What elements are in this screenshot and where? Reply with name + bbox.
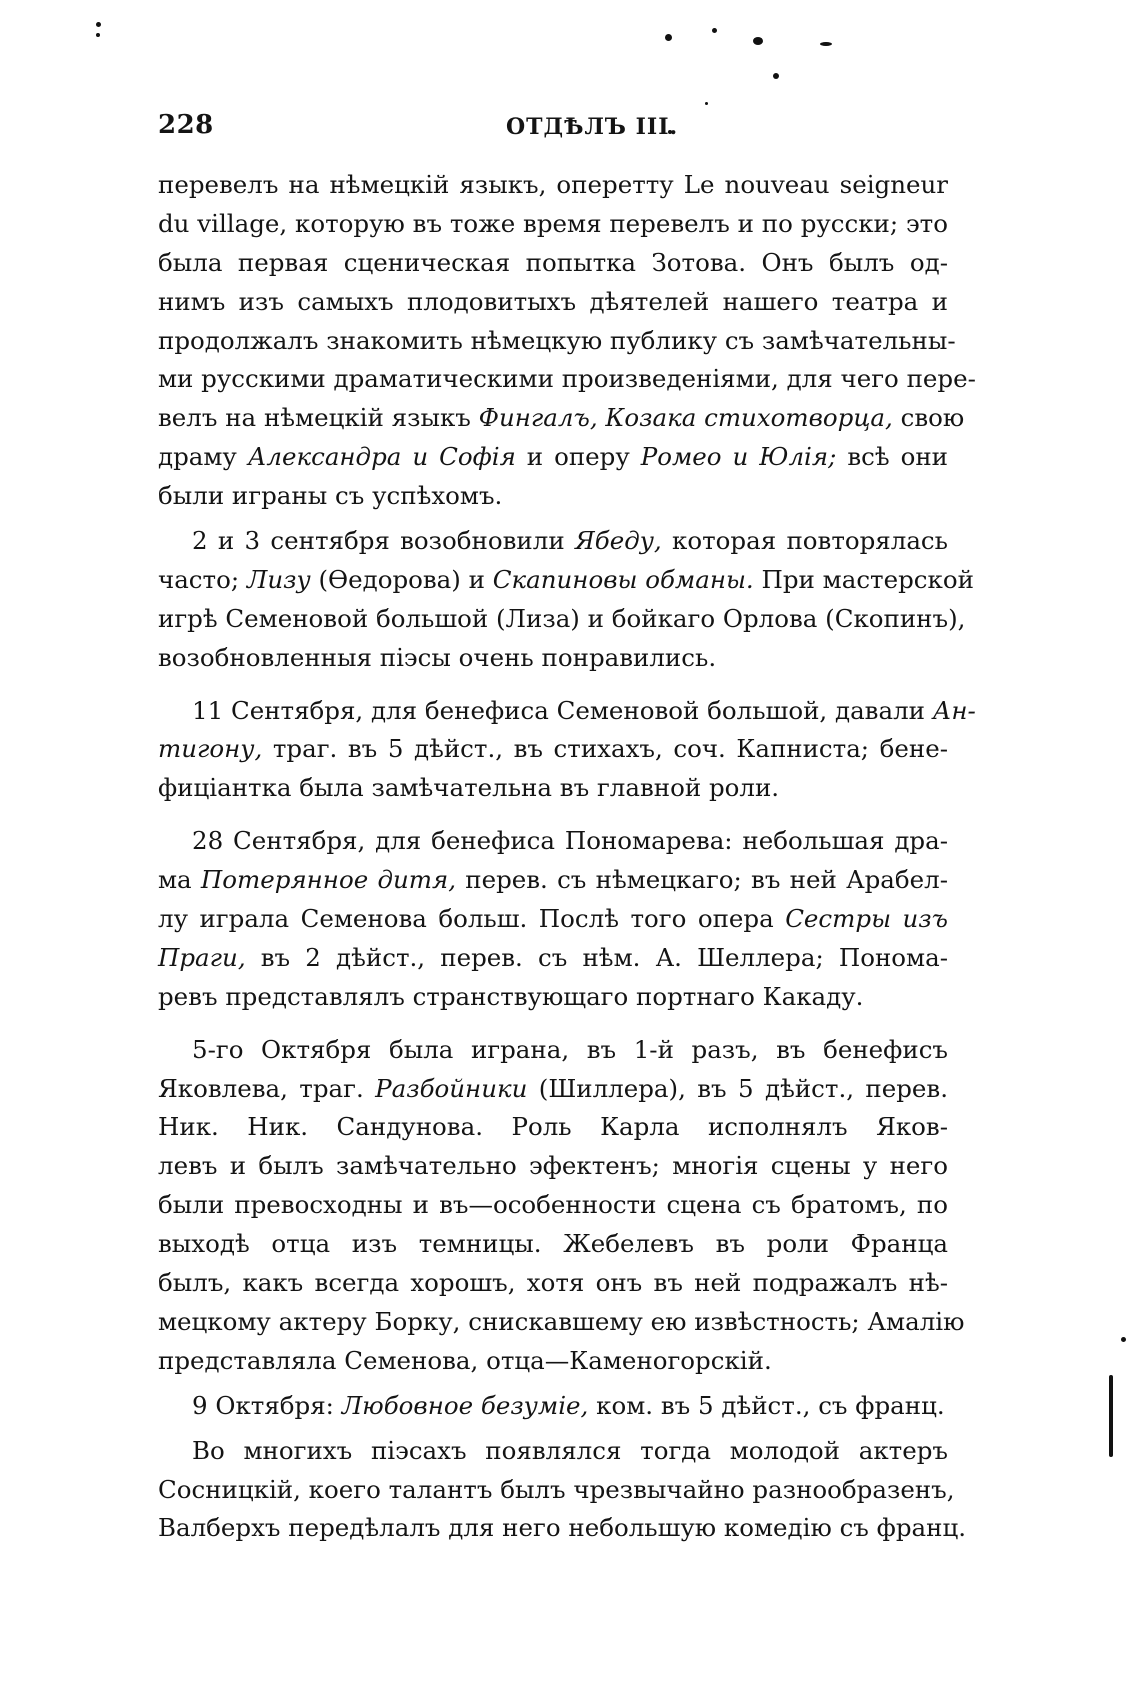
work-title: Александра и Софія — [247, 442, 516, 472]
paragraph-3 — [158, 692, 976, 809]
text-line: игрѣ Семеновой большой (Лиза) и бойкаго Орлова (Скопинъ), — [158, 603, 966, 633]
text-line — [158, 522, 948, 561]
paragraph-7 — [158, 1432, 967, 1549]
text-run: въ 2 дѣйст., перев. съ нѣм. А. Шеллера; Пономa- — [245, 942, 948, 972]
text-line — [158, 861, 948, 900]
paragraph-5 — [158, 1031, 965, 1381]
scan-speck — [96, 22, 101, 27]
work-title: Ромео и Юлія; — [640, 442, 837, 472]
page-header — [158, 110, 948, 150]
scan-speck — [753, 37, 763, 45]
text-line — [158, 1387, 948, 1426]
text-line: выходѣ отца изъ темницы. Жебелевъ въ роли Франца — [158, 1229, 948, 1259]
text-run: лу играла Семенова больш. Послѣ того опера — [158, 904, 786, 934]
work-title: Фингалъ, Козака стихотворца, — [478, 403, 893, 433]
text-line — [158, 900, 948, 939]
scan-speck — [705, 102, 708, 105]
scan-speck — [712, 28, 717, 33]
text-line: продолжалъ знакомить нѣмецкую публику съ замѣчательны- — [158, 325, 956, 355]
text-line: 28 Сентября, для бенефиса Пономарева: небольшая дра- — [192, 826, 948, 856]
paragraph-1 — [158, 166, 976, 516]
text-run: которая повторялась — [661, 526, 948, 556]
text-line: Сосницкій, коего талантъ былъ чрезвычайно разнообразенъ, — [158, 1474, 955, 1504]
text-line: Валберхъ передѣлалъ для него небольшую комедію съ франц. — [158, 1513, 967, 1543]
text-line: представляла Семенова, отца—Каменогорскій. — [158, 1345, 772, 1375]
text-line: ми русскими драматическими произведеніями, для чего пере- — [158, 364, 976, 394]
text-line: были играны съ успѣхомъ. — [158, 481, 503, 511]
text-run: При мастерской — [753, 564, 974, 594]
text-run: траг. въ 5 дѣйст., въ стихахъ, соч. Капниста; бене- — [262, 734, 948, 764]
text-run: (Шиллера), въ 5 дѣйст., перев. — [527, 1073, 948, 1103]
text-run: 2 и 3 сентября возобновили — [192, 526, 575, 556]
text-line — [158, 561, 974, 600]
text-line: ревъ представлялъ странствующаго портнаго Какаду. — [158, 981, 864, 1011]
scan-speck — [665, 34, 672, 41]
scan-speck — [1121, 1337, 1126, 1342]
text-line: левъ и былъ замѣчательно эфектенъ; многія сцены у него — [158, 1151, 948, 1181]
text-run: ма — [158, 865, 201, 895]
paragraph-4 — [158, 822, 948, 1016]
text-run: свою — [892, 403, 965, 433]
text-line — [158, 939, 948, 978]
text-line: du village, которую въ тоже время перевелъ и по русски; это — [158, 208, 948, 238]
text-line: фиціантка была замѣчательна въ главной роли. — [158, 773, 780, 803]
paragraph-6 — [158, 1387, 948, 1426]
body-text — [158, 166, 976, 1548]
text-line: перевелъ на нѣмецкій языкъ, оперетту Le nouveau seigneur — [158, 170, 948, 199]
text-line: были превосходны и въ—особенности сцена съ братомъ, по — [158, 1190, 948, 1220]
text-line: мецкому актеру Борку, снискавшему ею извѣстность; Амалію — [158, 1306, 965, 1336]
work-title: Ан- — [932, 695, 976, 725]
text-line: была первая сценическая попытка Зотова. Онъ былъ од- — [158, 247, 948, 277]
scan-speck — [773, 73, 779, 79]
running-head: ОТДѢЛЪ III. — [506, 114, 679, 140]
text-run: ком. въ 5 дѣйст., съ франц. — [588, 1390, 945, 1420]
text-run: Яковлева, траг. — [158, 1073, 376, 1103]
work-title: Сестры изъ — [785, 904, 948, 934]
text-line — [158, 730, 948, 769]
work-title: Любовное безуміе, — [341, 1390, 589, 1420]
work-title: Потерянное дитя, — [200, 865, 456, 895]
text-run: перев. съ нѣмецкаго; въ ней Арабел- — [456, 865, 949, 895]
text-run: всѣ они — [836, 442, 948, 472]
scan-speck — [820, 42, 832, 46]
scan-speck — [96, 33, 100, 37]
text-line: нимъ изъ самыхъ плодовитыхъ дѣятелей нашего театра и — [158, 286, 948, 316]
text-line: возобновленныя піэсы очень понравились. — [158, 642, 717, 672]
work-title: тигону, — [158, 734, 263, 764]
text-line — [158, 438, 948, 477]
text-line: 5-го Октября была играна, въ 1-й разъ, въ бенефисъ — [192, 1034, 948, 1064]
work-title: Разбойники — [375, 1073, 528, 1103]
text-line — [158, 692, 976, 731]
text-line: былъ, какъ всегда хорошъ, хотя онъ въ ней подражалъ нѣ- — [158, 1268, 948, 1298]
text-run: 9 Октября: — [192, 1390, 342, 1420]
text-line: Ник. Ник. Сандунова. Роль Карла исполнялъ Яков- — [158, 1112, 948, 1142]
text-run: велъ на нѣмецкій языкъ — [158, 403, 479, 433]
text-run: (Ѳедорова) и — [310, 564, 493, 594]
paragraph-2 — [158, 522, 974, 678]
work-title: Лизу — [246, 564, 311, 594]
text-line — [158, 399, 965, 438]
text-run: драму — [158, 442, 248, 472]
work-title: Праги, — [158, 942, 246, 972]
text-run: часто; — [158, 564, 247, 594]
text-run: и оперу — [515, 442, 641, 472]
text-line: Во многихъ піэсахъ появлялся тогда молодой актеръ — [192, 1435, 948, 1465]
work-title: Скапиновы обманы. — [492, 564, 754, 594]
scan-edge-mark — [1109, 1375, 1113, 1457]
text-line — [158, 1070, 948, 1109]
page-number: 228 — [158, 110, 214, 140]
text-run: 11 Сентября, для бенефиса Семеновой большой, давали — [192, 695, 933, 725]
work-title: Ябеду, — [574, 526, 662, 556]
